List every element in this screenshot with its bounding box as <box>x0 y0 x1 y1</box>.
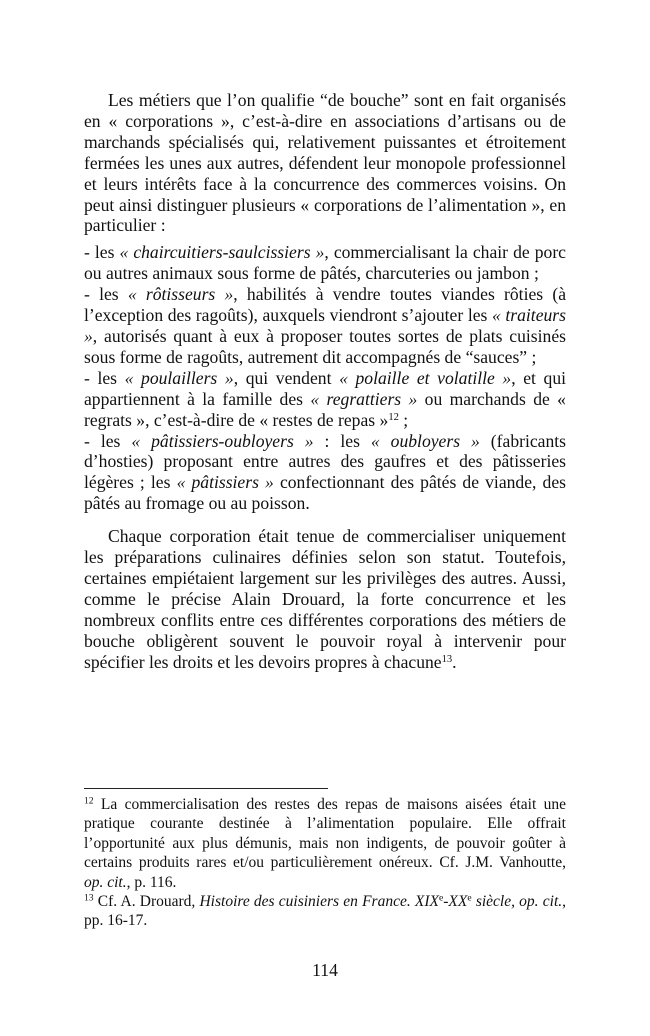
item-text: (fabricants d’hosties) proposant entre autres des gaufres et des pâtisseries légères ; les <box>84 430 567 493</box>
footnote-text: , pp. 16-17. <box>84 893 566 930</box>
italic-term: op. cit. <box>84 873 127 891</box>
list-item-patissiers <box>84 431 566 515</box>
italic-term: « pâtissiers » <box>176 472 274 493</box>
footnote-number: 12 <box>84 795 94 807</box>
footnote-12 <box>84 795 566 892</box>
superscript: e <box>467 892 472 904</box>
italic-term: « rôtisseurs » <box>127 284 234 305</box>
footnote-text: , p. 116. <box>126 873 177 891</box>
footnote-ref-12[interactable]: 12 <box>388 411 399 423</box>
superscript: e <box>439 892 444 904</box>
item-text: : les <box>313 430 371 451</box>
italic-term: « regrattiers » <box>310 388 418 409</box>
list-item-chaircuitiers <box>84 242 566 284</box>
italic-term: « oubloyers » <box>370 430 480 451</box>
main-text <box>84 90 566 672</box>
page-number: 114 <box>312 960 338 980</box>
italic-term: « polaille et volatille » <box>339 367 512 388</box>
item-text: , qui vendent <box>233 367 340 388</box>
paragraph-intro: Les métiers que l’on qualifie “de bouche” sont en fait organisés en « corporations », c’est-à-dire en associations d’artisans ou de marchands spécialisés qui, relativement puissantes et étroitement fermées les unes aux autres, défendent leur monopole professionnel et leurs intérêts face à la concurrence des commerces voisins. On peut ainsi distinguer plusieurs « corporations de l’alimentation », en particulier : <box>84 90 566 236</box>
paragraph-text: . <box>452 651 457 672</box>
footnote-separator <box>84 788 328 789</box>
footnotes <box>84 795 566 931</box>
footnote-13 <box>84 892 566 931</box>
paragraph-text: Chaque corporation était tenue de commercialiser uniquement les préparations culinaires définies selon son statut. Toutefois, certaines empiétaient largement sur les privilèges des autres. Aussi, comme le précise Alain Drouard, la forte concurrence et les nombreux conflits entre ces différentes corporations des métiers de bouche obligèrent souvent le pouvoir royal à intervenir pour spécifier les droits et les devoirs propres à chacune <box>84 526 566 672</box>
item-text: , habilités à vendre toutes viandes rôties (à l’exception des ragoûts), auxquels viendront s’ajouter les <box>84 284 566 326</box>
italic-term: « poulaillers » <box>124 367 234 388</box>
item-text: confectionnant des pâtés de viande, des pâtés au fromage ou au poisson. <box>84 472 566 514</box>
dash-prefix: - les <box>84 242 120 263</box>
item-text: , commercialisant la chair de porc ou autres animaux sous forme de pâtés, charcuteries ou jambon ; <box>84 242 566 284</box>
item-text: ou marchands de « regrats », c’est-à-dire de « restes de repas » <box>84 388 566 430</box>
italic-term: « chaircuitiers-saulcissiers » <box>119 242 325 263</box>
italic-term: « traiteurs » <box>84 305 566 346</box>
italic-title: , Histoire des cuisiniers en France. XIX <box>191 893 439 911</box>
italic-title: siècle, op. cit. <box>471 893 563 911</box>
footnote-text: Cf. A. Drouard <box>93 893 192 911</box>
list-item-rotisseurs <box>84 284 566 368</box>
paragraph-corporations <box>84 526 566 672</box>
dash-prefix: - les <box>84 367 125 388</box>
item-text: , autorisés quant à eux à proposer toutes sortes de plats cuisinés sous forme de ragoûts, autrement dit accompagnés de “sauces” ; <box>84 325 566 367</box>
footnote-ref-13[interactable]: 13 <box>441 653 453 665</box>
italic-term: « pâtissiers-oubloyers » <box>131 430 314 451</box>
footnote-text: La commercialisation des restes des repas de maisons aisées était une pratique courante destinée à l’alimentation populaire. Elle offrait l’opportunité aux plus démunis, mais non indigents, de pouvoir goûter à certains produits rares et/ou particulièrement onéreux. Cf. J.M. Vanhoutte, <box>84 796 566 872</box>
italic-title: -XX <box>443 893 468 911</box>
footnote-number: 13 <box>84 892 94 904</box>
item-text: , et qui appartiennent à la famille des <box>84 367 567 409</box>
dash-prefix: - les <box>84 284 128 305</box>
item-text: ; <box>398 409 409 430</box>
list-item-poulaillers <box>84 368 566 431</box>
dash-prefix: - les <box>84 430 132 451</box>
